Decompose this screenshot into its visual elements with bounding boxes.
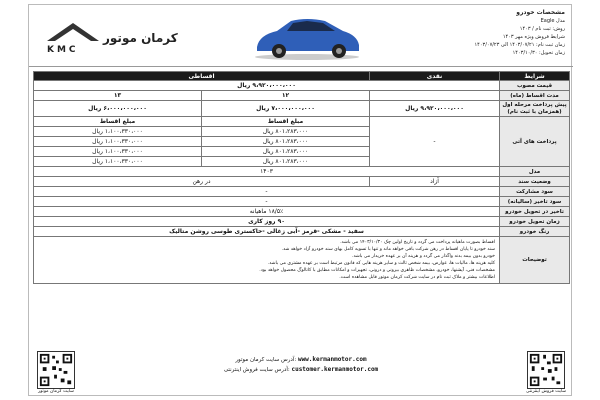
site-url-link[interactable]: www.kermanmotor.com — [297, 356, 367, 363]
notes-cell — [34, 237, 500, 284]
note-line: اقساط بصورت ماهیانه پرداخت می گردد و تاریخ اولین چک ۱۴۰۳/۱۰/۳۰ می باشد. — [340, 240, 496, 245]
header-info-line: روش: ثبت نام / ۱۴۰۳ — [519, 26, 565, 32]
delay-profit-value: - — [34, 197, 500, 207]
installment-b: ۱،۱۰۰،۳۳۰،۰۰۰ ریال — [34, 157, 202, 167]
note-line: خودرو بدون بیمه بدنه واگذار می گردد و هزینه آن بر عهده خریدار می باشد. — [352, 254, 496, 259]
row-label-doc: وضعیت سند — [500, 177, 570, 187]
table-row — [34, 187, 570, 197]
table-row — [34, 227, 570, 237]
table-header-row — [34, 72, 570, 81]
doc-installments: در رهن — [34, 177, 370, 187]
colors-value: سفید - مشکی -قرمز -آبی زغالی -خاکستری طوسی روشن متالیک — [34, 227, 500, 237]
sales-label: آدرس سایت فروش اینترنتی: — [223, 367, 290, 373]
header — [29, 5, 573, 67]
prepay-sublabel-1: مرحله اول — [502, 101, 531, 108]
row-label-profit: سود مشارکت — [500, 187, 570, 197]
footer — [29, 345, 573, 397]
delivery-value: ۹۰ روز کاری — [34, 217, 500, 227]
prepay-sublabel-2: (همزمان با ثبت نام) — [507, 108, 562, 115]
header-info — [365, 9, 565, 57]
installment-a: ۸۰۱،۲۸۳،۰۰۰ ریال — [202, 157, 370, 167]
delay-penalty-value: ۱۸/۵٪ ماهیانه — [34, 207, 500, 217]
row-label-prepay — [500, 101, 570, 117]
months-plan-b: ۱۳ — [34, 91, 202, 101]
row-label-months: مدت اقساط (ماه) — [500, 91, 570, 101]
months-cash — [370, 91, 500, 101]
installments-cash: - — [370, 117, 500, 167]
qr-left-label: سایت کرمان موتور — [38, 389, 74, 394]
table-row — [34, 207, 570, 217]
note-line: سند خودرو تا پایان اقساط در رهن شرکت باقی خواهد ماند و تنها با تسویه کامل بهای سند خودرو آزاد خواهد شد. — [281, 247, 496, 252]
note-line: مشخصات فنی، آپشنها، خودرو، مشخصات ظاهری بیرونی و درونی، تجهیزات و امکانات مطابق با کاتالوگ محصول خواهد بود. — [259, 268, 496, 273]
table-row — [34, 197, 570, 207]
row-label-installments: پرداخت های آتی — [500, 117, 570, 167]
qr-code-icon[interactable] — [37, 351, 75, 389]
table-row — [34, 177, 570, 187]
kmc-logo-icon — [45, 21, 101, 43]
installment-a: ۸۰۱،۲۸۳،۰۰۰ ریال — [202, 147, 370, 157]
prepay-label: پیش پرداخت — [532, 101, 567, 108]
table-row — [34, 81, 570, 91]
doc-cash: آزاد — [370, 177, 500, 187]
prepay-plan-a: ۷،۰۰۰،۰۰۰،۰۰۰ ریال — [202, 101, 370, 117]
qr-right-label: سایت فروش اینترنتی — [525, 389, 567, 394]
table-row — [34, 237, 570, 284]
footer-links — [189, 355, 413, 375]
prepay-cash: ۹،۹۲۰،۰۰۰،۰۰۰ ریال — [370, 101, 500, 117]
header-info-line: مشخصات خودرو — [516, 9, 565, 16]
col-header-conditions: شرایط — [500, 72, 570, 81]
installment-a: ۸۰۱،۲۸۳،۰۰۰ ریال — [202, 137, 370, 147]
table-row — [34, 117, 570, 127]
table-row — [34, 217, 570, 227]
brand-persian: کرمان موتور — [103, 31, 178, 45]
site-label: آدرس سایت کرمان موتور: — [235, 357, 297, 363]
header-info-line: مدل Eagle — [540, 18, 565, 24]
header-info-line: زمان ثبت نام: ۱۴۰۳/۰۷/۲۱ الی ۱۴۰۳/۰۷/۲۳ — [474, 42, 565, 48]
row-label-delay-penalty: تاخیر در تحویل خودرو — [500, 207, 570, 217]
note-line: کلیه هزینه ها، مالیات ها، عوارض، بیمه شخص ثالث و سایر هزینه هایی که قانون مرتبط است بر عهده مشتری می باشد. — [267, 261, 496, 266]
profit-value: - — [34, 187, 500, 197]
installment-b: ۱،۱۰۰،۳۳۰،۰۰۰ ریال — [34, 147, 202, 157]
row-label-colors: رنگ خودرو — [500, 227, 570, 237]
sales-url-link[interactable]: customer.kermanmotor.com — [291, 366, 379, 373]
table-row — [34, 101, 570, 117]
car-image — [247, 9, 367, 63]
row-label-price: قیمت مصوب — [500, 81, 570, 91]
row-label-model: مدل — [500, 167, 570, 177]
header-info-line: شرایط فروش ویژه مهر ۱۴۰۳ — [502, 34, 565, 40]
col-header-installments: اقساطی — [34, 72, 370, 81]
table-row — [34, 91, 570, 101]
installment-header-b: مبلغ اقساط — [34, 117, 202, 127]
qr-code-icon[interactable] — [527, 351, 565, 389]
prepay-plan-b: ۶،۰۰۰،۰۰۰،۰۰۰ ریال — [34, 101, 202, 117]
price-table — [33, 71, 570, 284]
brand-latin: KMC — [47, 45, 79, 55]
model-value: ۱۴۰۳ — [34, 167, 500, 177]
row-label-notes: توضیحات — [500, 237, 570, 284]
price-sheet — [28, 4, 572, 396]
header-info-line: زمان تحویل: ۱۴۰۳/۱۰/۳۰ — [512, 50, 565, 56]
installment-a: ۸۰۱،۲۸۳،۰۰۰ ریال — [202, 127, 370, 137]
months-plan-a: ۱۲ — [202, 91, 370, 101]
installment-b: ۱،۱۰۰،۳۳۰،۰۰۰ ریال — [34, 127, 202, 137]
price-value: ۹،۹۲۰،۰۰۰،۰۰۰ ریال — [34, 81, 500, 91]
col-header-cash: نقدی — [370, 72, 500, 81]
row-label-delivery: زمان تحویل خودرو — [500, 217, 570, 227]
table-row — [34, 167, 570, 177]
installment-b: ۱،۱۰۰،۳۳۰،۰۰۰ ریال — [34, 137, 202, 147]
brand-logo — [45, 19, 195, 59]
row-label-delay-profit: سود تاخیر (سالیانه) — [500, 197, 570, 207]
note-line: اطلاعات بیشتر و ملاک ثبت نام در سایت شرکت کرمان موتور قابل مشاهده است. — [339, 275, 496, 280]
installment-header-a: مبلغ اقساط — [202, 117, 370, 127]
